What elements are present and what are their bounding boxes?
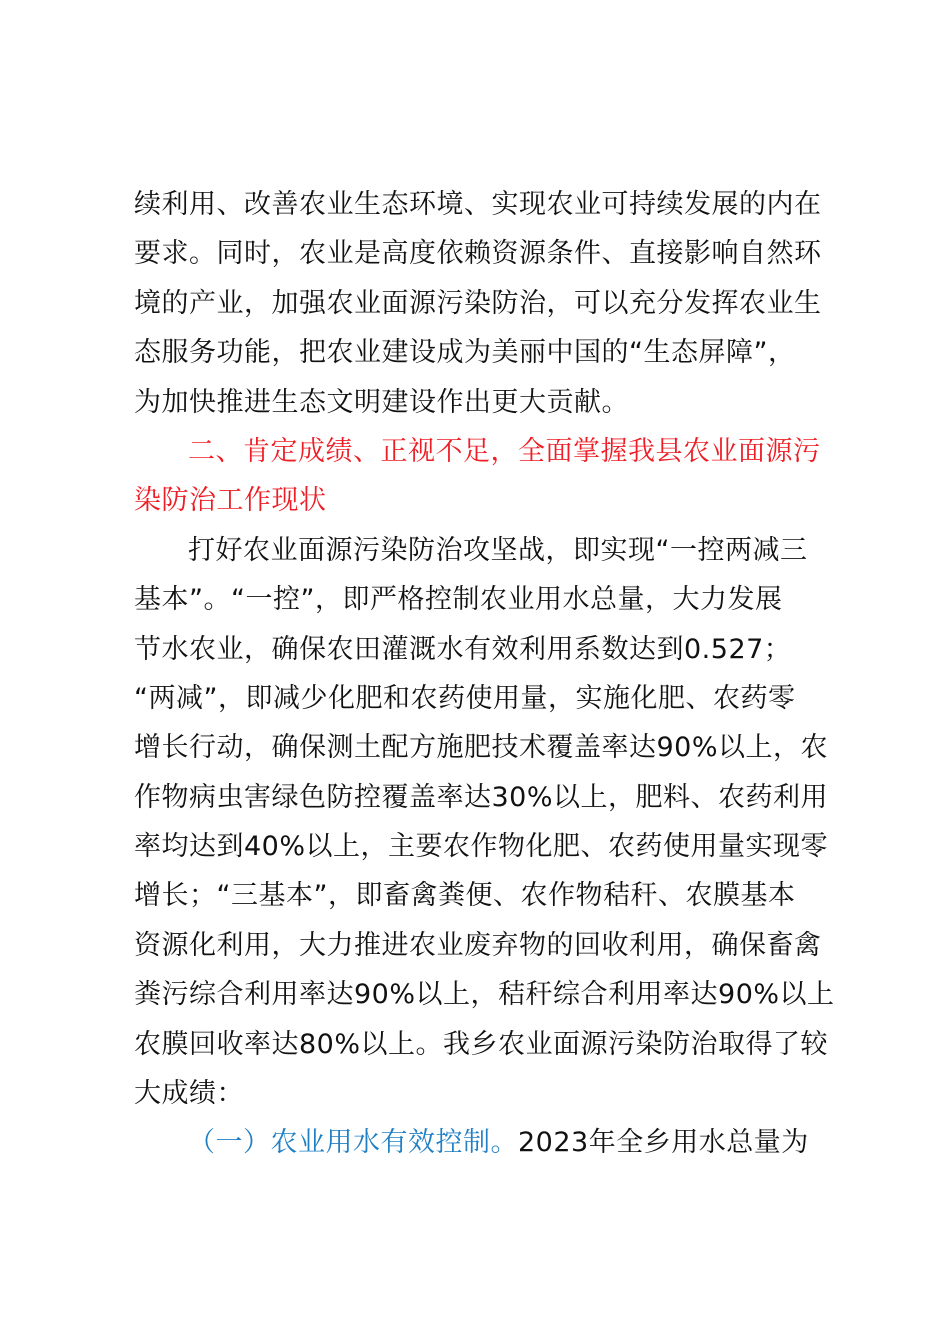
text-line: 增长；“三基本”，即畜禽粪便、农作物秸秆、农膜基本 <box>134 880 796 912</box>
text-line: 节水农业，确保农田灌溉水有效利用系数达到0.527； <box>134 633 792 665</box>
text-line: “两减”，即减少化肥和农药使用量，实施化肥、农药零 <box>134 682 796 714</box>
text-line: 大成绩： <box>134 1078 244 1110</box>
subsection-water <box>134 1118 846 1167</box>
document-body <box>134 180 846 1168</box>
paragraph-intro <box>134 180 846 427</box>
text-line: 粪污综合利用率达90%以上，秸秆综合利用率达90%以上 <box>134 979 835 1011</box>
subsection-line <box>134 1118 846 1167</box>
text-line: 作物病虫害绿色防控覆盖率达30%以上，肥料、农药利用 <box>134 781 829 813</box>
text-line: 要求。同时，农业是高度依赖资源条件、直接影响自然环 <box>134 238 822 270</box>
text-line: 农膜回收率达80%以上。我乡农业面源污染防治取得了较 <box>134 1028 829 1060</box>
text-line: 增长行动，确保测土配方施肥技术覆盖率达90%以上，农 <box>134 732 829 764</box>
text-line: 基本”。“一控”，即严格控制农业用水总量，大力发展 <box>134 584 783 616</box>
text-line: 态服务功能，把农业建设成为美丽中国的“生态屏障”， <box>134 337 796 369</box>
text-line: 境的产业，加强农业面源污染防治，可以充分发挥农业生 <box>134 287 822 319</box>
text-line: 打好农业面源污染防治攻坚战，即实现“一控两减三 <box>188 534 808 566</box>
text-line: 资源化利用，大力推进农业废弃物的回收利用，确保畜禽 <box>134 929 822 961</box>
text-line: 率均达到40%以上，主要农作物化肥、农药使用量实现零 <box>134 831 829 863</box>
subsection-text: 2023年全乡用水总量为 <box>518 1127 809 1159</box>
subsection-heading: （一）农业用水有效控制。 <box>188 1127 518 1159</box>
paragraph-status <box>134 526 846 1119</box>
section-heading <box>134 427 846 526</box>
heading-line: 二、肯定成绩、正视不足，全面掌握我县农业面源污 <box>188 435 821 467</box>
text-line: 为加快推进生态文明建设作出更大贡献。 <box>134 386 629 418</box>
text-line: 续利用、改善农业生态环境、实现农业可持续发展的内在 <box>134 189 822 220</box>
heading-line: 染防治工作现状 <box>134 485 327 517</box>
